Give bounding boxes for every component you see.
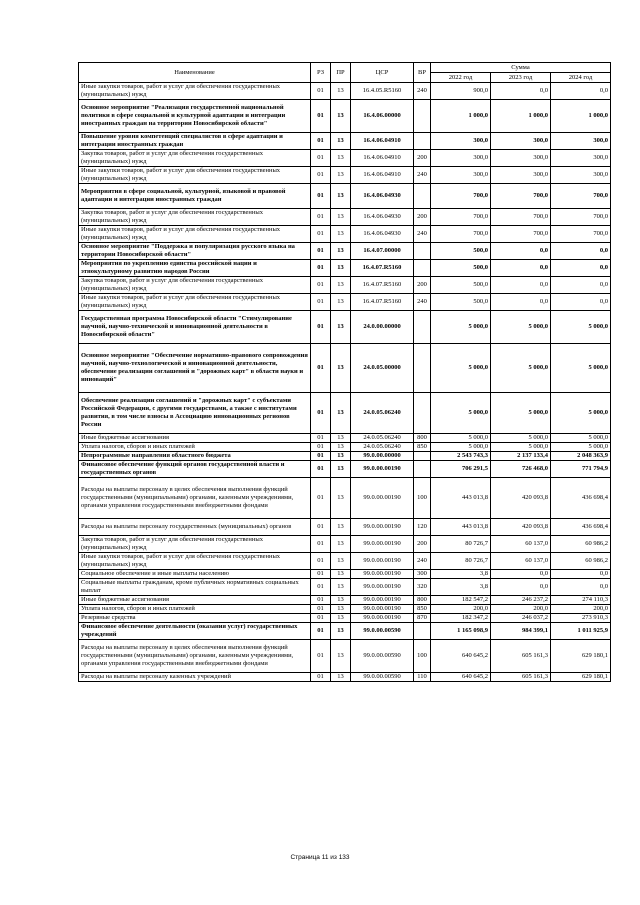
row-rz: 01	[311, 434, 331, 443]
row-amount-2022: 5 000,0	[431, 344, 491, 393]
row-vr: 110	[414, 673, 431, 682]
row-amount-2022: 500,0	[431, 294, 491, 311]
row-amount-2023: 5 000,0	[491, 434, 551, 443]
row-name: Расходы на выплаты персоналу в целях обеспечения выполнения функций государственными (муниципальными) органами, казенными учреждениями, органами управления государственными внебюджетными фондами	[79, 478, 311, 519]
table-row	[79, 519, 611, 536]
row-pr: 13	[331, 536, 351, 553]
table-row	[79, 673, 611, 682]
row-name: Мероприятия по укреплению единства российской нации и этнокультурному развитию народов России	[79, 260, 311, 277]
row-amount-2023: 300,0	[491, 150, 551, 167]
row-name: Непрограммные направления областного бюджета	[79, 452, 311, 461]
row-amount-2024: 5 000,0	[551, 393, 611, 434]
row-vr	[414, 623, 431, 640]
row-name: Обеспечение реализации соглашений и "дорожных карт" с субъектами Российской Федерации, с другими государствами, а также с институтами развития, в том числе взносы в Ассоциацию инновационных регионов России	[79, 393, 311, 434]
row-amount-2023: 246 237,2	[491, 596, 551, 605]
row-amount-2022: 300,0	[431, 150, 491, 167]
row-amount-2024: 0,0	[551, 277, 611, 294]
row-rz: 01	[311, 570, 331, 579]
row-amount-2022: 200,0	[431, 605, 491, 614]
table-body	[79, 83, 611, 682]
row-csr: 24.0.05.06240	[351, 443, 414, 452]
row-amount-2024: 5 000,0	[551, 311, 611, 344]
row-amount-2022: 1 000,0	[431, 100, 491, 133]
row-vr	[414, 393, 431, 434]
row-rz: 01	[311, 167, 331, 184]
row-rz: 01	[311, 226, 331, 243]
row-pr: 13	[331, 519, 351, 536]
row-rz: 01	[311, 277, 331, 294]
row-name: Иные закупки товаров, работ и услуг для обеспечения государственных (муниципальных) нужд	[79, 226, 311, 243]
table-row	[79, 184, 611, 209]
table-header	[79, 63, 611, 83]
row-name: Закупка товаров, работ и услуг для обеспечения государственных (муниципальных) нужд	[79, 150, 311, 167]
row-amount-2022: 5 000,0	[431, 434, 491, 443]
row-name: Иные закупки товаров, работ и услуг для обеспечения государственных (муниципальных) нужд	[79, 553, 311, 570]
row-vr: 300	[414, 570, 431, 579]
row-pr: 13	[331, 226, 351, 243]
row-vr	[414, 100, 431, 133]
row-vr: 320	[414, 579, 431, 596]
row-csr: 16.4.06.04910	[351, 133, 414, 150]
row-amount-2023: 605 161,3	[491, 640, 551, 673]
row-amount-2024: 0,0	[551, 570, 611, 579]
row-name: Закупка товаров, работ и услуг для обеспечения государственных (муниципальных) нужд	[79, 277, 311, 294]
row-pr: 13	[331, 209, 351, 226]
row-name: Иные бюджетные ассигнования	[79, 434, 311, 443]
table-row	[79, 243, 611, 260]
row-amount-2022: 80 726,7	[431, 553, 491, 570]
row-rz: 01	[311, 344, 331, 393]
row-vr: 100	[414, 640, 431, 673]
row-name: Государственная программа Новосибирской области "Стимулирование научной, научно-технической и инновационной деятельности в Новосибирской области"	[79, 311, 311, 344]
table-row	[79, 596, 611, 605]
row-amount-2023: 0,0	[491, 243, 551, 260]
row-amount-2022: 640 645,2	[431, 673, 491, 682]
row-amount-2024: 0,0	[551, 294, 611, 311]
table-row	[79, 344, 611, 393]
row-vr: 240	[414, 294, 431, 311]
row-amount-2024: 0,0	[551, 579, 611, 596]
row-pr: 13	[331, 673, 351, 682]
row-rz: 01	[311, 519, 331, 536]
row-name: Уплата налогов, сборов и иных платежей	[79, 443, 311, 452]
row-name: Основное мероприятие "Реализация государственной национальной политики в сфере социальной и культурной адаптации и интеграции иностранных граждан на территории Новосибирской области"	[79, 100, 311, 133]
header-year-2023: 2023 год	[491, 73, 551, 83]
row-pr: 13	[331, 167, 351, 184]
row-vr: 240	[414, 167, 431, 184]
row-pr: 13	[331, 605, 351, 614]
header-year-2024: 2024 год	[551, 73, 611, 83]
row-pr: 13	[331, 553, 351, 570]
row-amount-2024: 5 000,0	[551, 443, 611, 452]
row-vr	[414, 260, 431, 277]
row-amount-2024: 629 180,1	[551, 673, 611, 682]
row-name: Расходы на выплаты персоналу государственных (муниципальных) органов	[79, 519, 311, 536]
row-pr: 13	[331, 311, 351, 344]
row-amount-2024: 771 794,9	[551, 461, 611, 478]
row-vr: 850	[414, 605, 431, 614]
row-name: Закупка товаров, работ и услуг для обеспечения государственных (муниципальных) нужд	[79, 209, 311, 226]
table-row	[79, 640, 611, 673]
row-rz: 01	[311, 100, 331, 133]
header-vr: ВР	[414, 63, 431, 83]
row-pr: 13	[331, 579, 351, 596]
header-sum: Сумма	[431, 63, 611, 73]
table-row	[79, 294, 611, 311]
row-pr: 13	[331, 344, 351, 393]
row-amount-2024: 1 011 925,9	[551, 623, 611, 640]
row-vr	[414, 311, 431, 344]
row-pr: 13	[331, 277, 351, 294]
row-amount-2024: 273 910,3	[551, 614, 611, 623]
row-name: Расходы на выплаты персоналу казенных учреждений	[79, 673, 311, 682]
header-year-2022: 2022 год	[431, 73, 491, 83]
row-pr: 13	[331, 434, 351, 443]
row-amount-2023: 420 093,8	[491, 478, 551, 519]
table-row	[79, 277, 611, 294]
row-amount-2022: 900,0	[431, 83, 491, 100]
row-amount-2022: 443 013,8	[431, 478, 491, 519]
row-amount-2023: 246 037,2	[491, 614, 551, 623]
row-csr: 99.0.00.00190	[351, 553, 414, 570]
row-rz: 01	[311, 579, 331, 596]
row-csr: 99.0.00.00590	[351, 640, 414, 673]
row-amount-2023: 0,0	[491, 83, 551, 100]
row-amount-2022: 1 165 098,9	[431, 623, 491, 640]
row-amount-2023: 726 468,0	[491, 461, 551, 478]
row-amount-2023: 420 093,8	[491, 519, 551, 536]
row-csr: 99.0.00.00190	[351, 579, 414, 596]
row-name: Повышение уровня компетенций специалистов в сфере адаптации и интеграции иностранных граждан	[79, 133, 311, 150]
row-rz: 01	[311, 461, 331, 478]
row-amount-2024: 5 000,0	[551, 344, 611, 393]
table-row	[79, 461, 611, 478]
row-csr: 99.0.00.00190	[351, 536, 414, 553]
table-row	[79, 311, 611, 344]
table-row	[79, 478, 611, 519]
row-pr: 13	[331, 452, 351, 461]
row-vr: 200	[414, 209, 431, 226]
row-csr: 24.0.05.06240	[351, 393, 414, 434]
table-row	[79, 605, 611, 614]
row-vr: 100	[414, 478, 431, 519]
row-name: Финансовое обеспечение деятельности (оказания услуг) государственных учреждений	[79, 623, 311, 640]
row-amount-2023: 0,0	[491, 277, 551, 294]
row-amount-2024: 436 698,4	[551, 478, 611, 519]
table-row	[79, 133, 611, 150]
row-amount-2023: 5 000,0	[491, 443, 551, 452]
row-vr: 200	[414, 150, 431, 167]
row-rz: 01	[311, 596, 331, 605]
row-amount-2022: 80 726,7	[431, 536, 491, 553]
row-vr: 200	[414, 536, 431, 553]
row-amount-2022: 500,0	[431, 260, 491, 277]
row-name: Социальные выплаты гражданам, кроме публичных нормативных социальных выплат	[79, 579, 311, 596]
row-rz: 01	[311, 83, 331, 100]
row-amount-2022: 443 013,8	[431, 519, 491, 536]
row-amount-2023: 5 000,0	[491, 344, 551, 393]
table-row	[79, 553, 611, 570]
row-pr: 13	[331, 570, 351, 579]
row-amount-2022: 5 000,0	[431, 311, 491, 344]
row-amount-2023: 5 000,0	[491, 393, 551, 434]
page-number: Страница 11 из 133	[290, 854, 350, 861]
row-amount-2024: 300,0	[551, 150, 611, 167]
row-amount-2022: 640 645,2	[431, 640, 491, 673]
row-name: Социальное обеспечение и иные выплаты населению	[79, 570, 311, 579]
row-amount-2022: 500,0	[431, 243, 491, 260]
row-csr: 99.0.00.00190	[351, 519, 414, 536]
row-amount-2023: 0,0	[491, 579, 551, 596]
row-pr: 13	[331, 461, 351, 478]
row-amount-2023: 60 137,0	[491, 536, 551, 553]
row-csr: 16.4.06.04910	[351, 150, 414, 167]
row-csr: 24.0.05.00000	[351, 344, 414, 393]
row-csr: 24.0.00.00000	[351, 311, 414, 344]
table-row	[79, 150, 611, 167]
row-amount-2022: 182 547,2	[431, 596, 491, 605]
row-amount-2024: 60 986,2	[551, 553, 611, 570]
header-pr: ПР	[331, 63, 351, 83]
row-amount-2023: 1 000,0	[491, 100, 551, 133]
row-amount-2022: 700,0	[431, 184, 491, 209]
row-csr: 16.4.07.00000	[351, 243, 414, 260]
row-amount-2023: 700,0	[491, 209, 551, 226]
row-amount-2024: 0,0	[551, 260, 611, 277]
row-csr: 99.0.00.00190	[351, 570, 414, 579]
table-row	[79, 443, 611, 452]
row-amount-2024: 700,0	[551, 184, 611, 209]
row-rz: 01	[311, 311, 331, 344]
table-row	[79, 623, 611, 640]
table-row	[79, 100, 611, 133]
row-amount-2024: 300,0	[551, 133, 611, 150]
row-amount-2024: 0,0	[551, 83, 611, 100]
row-amount-2023: 2 137 133,4	[491, 452, 551, 461]
row-vr: 800	[414, 434, 431, 443]
row-vr: 850	[414, 443, 431, 452]
row-amount-2023: 0,0	[491, 294, 551, 311]
row-name: Закупка товаров, работ и услуг для обеспечения государственных (муниципальных) нужд	[79, 536, 311, 553]
row-pr: 13	[331, 478, 351, 519]
row-csr: 16.4.06.04930	[351, 184, 414, 209]
row-pr: 13	[331, 150, 351, 167]
row-name: Иные закупки товаров, работ и услуг для обеспечения государственных (муниципальных) нужд	[79, 294, 311, 311]
row-vr: 240	[414, 553, 431, 570]
row-name: Иные закупки товаров, работ и услуг для обеспечения государственных (муниципальных) нужд	[79, 167, 311, 184]
row-rz: 01	[311, 133, 331, 150]
row-name: Финансовое обеспечение функций органов государственной власти и государственных органов	[79, 461, 311, 478]
row-csr: 99.0.00.00190	[351, 478, 414, 519]
row-amount-2022: 2 543 743,3	[431, 452, 491, 461]
row-amount-2023: 0,0	[491, 260, 551, 277]
row-amount-2024: 5 000,0	[551, 434, 611, 443]
row-rz: 01	[311, 294, 331, 311]
row-pr: 13	[331, 393, 351, 434]
row-vr: 240	[414, 83, 431, 100]
row-rz: 01	[311, 452, 331, 461]
header-csr: ЦСР	[351, 63, 414, 83]
row-name: Иные закупки товаров, работ и услуг для обеспечения государственных (муниципальных) нужд	[79, 83, 311, 100]
row-amount-2024: 200,0	[551, 605, 611, 614]
row-amount-2022: 300,0	[431, 133, 491, 150]
row-amount-2024: 0,0	[551, 243, 611, 260]
row-csr: 99.0.00.00190	[351, 605, 414, 614]
row-vr: 800	[414, 596, 431, 605]
row-amount-2024: 1 000,0	[551, 100, 611, 133]
row-rz: 01	[311, 393, 331, 434]
row-rz: 01	[311, 150, 331, 167]
row-csr: 16.4.06.04910	[351, 167, 414, 184]
row-amount-2024: 300,0	[551, 167, 611, 184]
table-row	[79, 209, 611, 226]
row-rz: 01	[311, 260, 331, 277]
table-row	[79, 570, 611, 579]
row-pr: 13	[331, 260, 351, 277]
row-amount-2024: 629 180,1	[551, 640, 611, 673]
row-amount-2023: 200,0	[491, 605, 551, 614]
row-csr: 16.4.07.R5160	[351, 277, 414, 294]
table-row	[79, 452, 611, 461]
table-row	[79, 260, 611, 277]
row-csr: 99.0.00.00590	[351, 623, 414, 640]
row-amount-2022: 5 000,0	[431, 393, 491, 434]
row-amount-2023: 300,0	[491, 133, 551, 150]
row-csr: 16.4.07.R5160	[351, 260, 414, 277]
row-rz: 01	[311, 673, 331, 682]
row-vr: 200	[414, 277, 431, 294]
row-amount-2023: 0,0	[491, 570, 551, 579]
row-rz: 01	[311, 243, 331, 260]
row-amount-2022: 500,0	[431, 277, 491, 294]
row-pr: 13	[331, 100, 351, 133]
table-row	[79, 614, 611, 623]
row-name: Основное мероприятие "Обеспечение нормативно-правового сопровождения научной, научно-технологической и инновационной деятельности, обеспечение реализации соглашений и "дорожных карт" в области науки и инноваций"	[79, 344, 311, 393]
row-csr: 24.0.05.06240	[351, 434, 414, 443]
row-amount-2024: 700,0	[551, 226, 611, 243]
row-vr: 240	[414, 226, 431, 243]
row-rz: 01	[311, 640, 331, 673]
row-name: Основное мероприятие "Поддержка и популяризация русского языка на территории Новосибирской области"	[79, 243, 311, 260]
table-row	[79, 167, 611, 184]
header-name: Наименование	[79, 63, 311, 83]
row-csr: 16.4.06.04930	[351, 209, 414, 226]
row-csr: 16.4.05.R5160	[351, 83, 414, 100]
row-csr: 99.0.00.00190	[351, 596, 414, 605]
row-vr: 870	[414, 614, 431, 623]
table-row	[79, 536, 611, 553]
row-amount-2024: 60 986,2	[551, 536, 611, 553]
row-vr	[414, 344, 431, 393]
row-rz: 01	[311, 553, 331, 570]
table-row	[79, 434, 611, 443]
row-amount-2022: 700,0	[431, 209, 491, 226]
row-rz: 01	[311, 605, 331, 614]
row-amount-2024: 700,0	[551, 209, 611, 226]
row-pr: 13	[331, 443, 351, 452]
row-pr: 13	[331, 614, 351, 623]
row-amount-2022: 5 000,0	[431, 443, 491, 452]
row-csr: 16.4.06.04930	[351, 226, 414, 243]
row-csr: 99.0.00.00000	[351, 452, 414, 461]
row-rz: 01	[311, 209, 331, 226]
row-amount-2023: 700,0	[491, 184, 551, 209]
row-csr: 99.0.00.00590	[351, 673, 414, 682]
row-pr: 13	[331, 623, 351, 640]
header-rz: РЗ	[311, 63, 331, 83]
row-pr: 13	[331, 133, 351, 150]
table-row	[79, 226, 611, 243]
row-csr: 99.0.00.00190	[351, 614, 414, 623]
row-amount-2022: 3,8	[431, 570, 491, 579]
row-pr: 13	[331, 596, 351, 605]
row-amount-2024: 436 698,4	[551, 519, 611, 536]
row-rz: 01	[311, 623, 331, 640]
row-vr	[414, 461, 431, 478]
row-amount-2023: 5 000,0	[491, 311, 551, 344]
row-vr	[414, 243, 431, 260]
row-name: Уплата налогов, сборов и иных платежей	[79, 605, 311, 614]
table-row	[79, 579, 611, 596]
table-row	[79, 83, 611, 100]
row-amount-2022: 706 291,5	[431, 461, 491, 478]
row-vr: 120	[414, 519, 431, 536]
row-amount-2023: 605 161,3	[491, 673, 551, 682]
row-pr: 13	[331, 640, 351, 673]
table-row	[79, 393, 611, 434]
row-amount-2023: 700,0	[491, 226, 551, 243]
row-vr	[414, 133, 431, 150]
row-pr: 13	[331, 243, 351, 260]
row-vr	[414, 452, 431, 461]
row-rz: 01	[311, 443, 331, 452]
row-csr: 16.4.07.R5160	[351, 294, 414, 311]
row-name: Иные бюджетные ассигнования	[79, 596, 311, 605]
row-amount-2024: 2 048 363,9	[551, 452, 611, 461]
row-rz: 01	[311, 614, 331, 623]
row-amount-2022: 3,8	[431, 579, 491, 596]
row-pr: 13	[331, 184, 351, 209]
row-csr: 99.0.00.00190	[351, 461, 414, 478]
row-name: Расходы на выплаты персоналу в целях обеспечения выполнения функций государственными (муниципальными) органами, казенными учреждениями, органами управления государственными внебюджетными фондами	[79, 640, 311, 673]
row-amount-2023: 300,0	[491, 167, 551, 184]
row-amount-2022: 700,0	[431, 226, 491, 243]
row-amount-2023: 984 399,1	[491, 623, 551, 640]
row-rz: 01	[311, 536, 331, 553]
row-vr	[414, 184, 431, 209]
row-pr: 13	[331, 83, 351, 100]
row-name: Резервные средства	[79, 614, 311, 623]
row-rz: 01	[311, 478, 331, 519]
row-amount-2024: 274 110,3	[551, 596, 611, 605]
row-amount-2022: 182 347,2	[431, 614, 491, 623]
row-amount-2022: 300,0	[431, 167, 491, 184]
budget-table	[78, 62, 611, 682]
row-amount-2023: 60 137,0	[491, 553, 551, 570]
row-csr: 16.4.06.00000	[351, 100, 414, 133]
row-rz: 01	[311, 184, 331, 209]
row-name: Мероприятия в сфере социальной, культурной, языковой и правовой адаптации и интеграции иностранных граждан	[79, 184, 311, 209]
row-pr: 13	[331, 294, 351, 311]
